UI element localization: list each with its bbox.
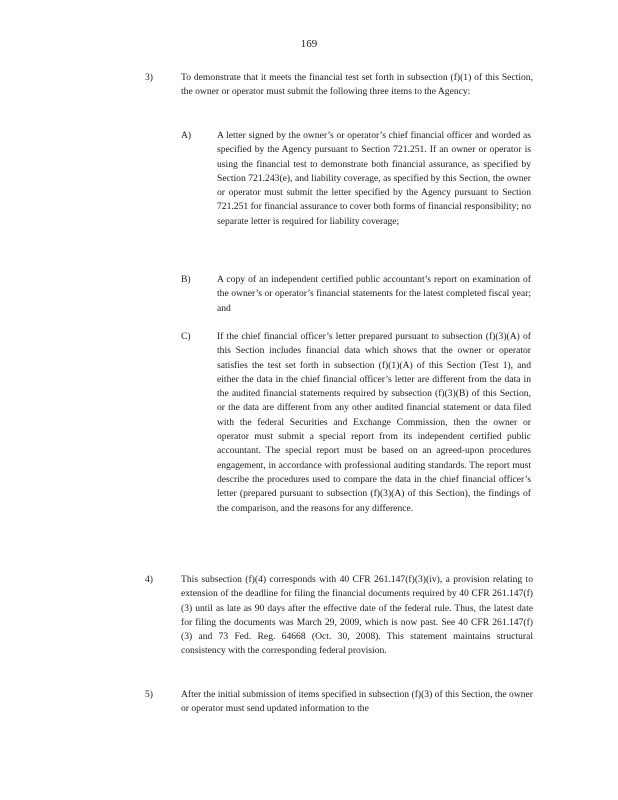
- sublist-item-text: A copy of an independent certified public accountant’s report on examination of the owner’s or operator’s financial statements for the latest completed fiscal year; and: [217, 274, 531, 314]
- list-item-4: [145, 573, 533, 659]
- list-item-text: After the initial submission of items specified in subsection (f)(3) of this Section, the owner or operator must send updated information to the: [181, 689, 533, 715]
- sublist-item-a: [181, 129, 531, 229]
- list-item-3: [145, 71, 533, 100]
- sublist-item-b: [181, 273, 531, 316]
- list-marker: 3): [145, 72, 153, 83]
- sublist-marker: A): [181, 130, 192, 141]
- sublist-item-c: [181, 330, 531, 516]
- list-item-text: To demonstrate that it meets the financial test set forth in subsection (f)(1) of this Section, the owner or operator must submit the following three items to the Agency:: [181, 72, 533, 98]
- list-marker: 4): [145, 574, 153, 585]
- list-marker: 5): [145, 689, 153, 700]
- sublist-item-text: A letter signed by the owner’s or operator’s chief financial officer and worded as specified by the Agency pursuant to Section 721.251. If an owner or operator is using the financial test to demonstrate both financial assurance, as specified by Section 721.243(e), and liability coverage, as specified by this Section, the owner or operator must submit the letter specified by the Agency pursuant to Section 721.251 for financial assurance to cover both forms of financial responsibility; no separate letter is required for liability coverage;: [217, 130, 531, 227]
- sublist-marker: B): [181, 274, 191, 285]
- sublist-marker: C): [181, 331, 191, 342]
- sublist-item-text: If the chief financial officer’s letter prepared pursuant to subsection (f)(3)(A) of this Section includes financial data which shows that the owner or operator satisfies the test set forth in subsection (f)(1)(A) of this Section (Test 1), and either the data in the chief financial officer’s letter are different from the data in the audited financial statements required by subsection (f)(3)(B) of this Section, or the data are different from any other audited financial statement or data filed with the federal Securities and Exchange Commission, then the owner or operator must submit a special report from its independent certified public accountant. The special report must be based on an agreed-upon procedures engagement, in accordance with professional auditing standards. The report must describe the procedures used to compare the data in the chief financial officer’s letter (prepared pursuant to subsection (f)(3)(A) of this Section), the findings of the comparison, and the reasons for any difference.: [217, 331, 531, 514]
- page-number: 169: [300, 38, 318, 50]
- list-item-text: This subsection (f)(4) corresponds with 40 CFR 261.147(f)(3)(iv), a provision relating to extension of the deadline for filing the financial documents required by 40 CFR 261.147(f)(3) until as late as 90 days after the effective date of the federal rule. Thus, the latest date for filing the documents was March 29, 2009, which is now past. See 40 CFR 261.147(f)(3) and 73 Fed. Reg. 64668 (Oct. 30, 2008). This statement maintains structural consistency with the corresponding federal provision.: [181, 574, 533, 657]
- list-item-5: [145, 688, 533, 717]
